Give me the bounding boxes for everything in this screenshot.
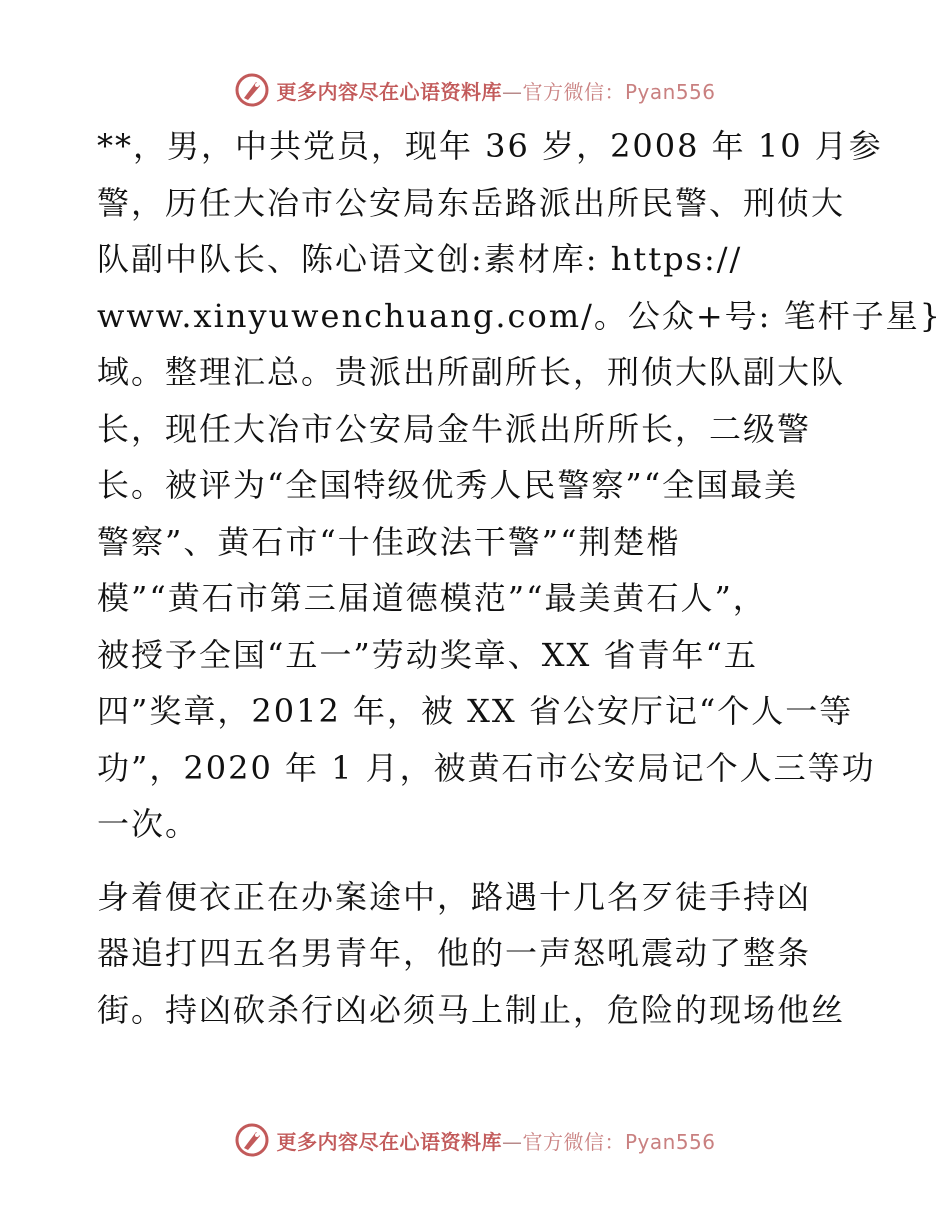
fountain-pen-seal-icon bbox=[234, 72, 270, 108]
paragraph-line: 模”“黄石市第三届道德模范”“最美黄石人”， bbox=[97, 579, 767, 617]
paragraph-line: 器追打四五名男青年，他的一声怒吼震动了整条 bbox=[97, 934, 812, 972]
paragraph-line: 警察”、黄石市“十佳政法干警”“荆楚楷 bbox=[97, 522, 681, 561]
watermark-tail-label: 官方微信： bbox=[522, 79, 625, 104]
watermark-text bbox=[276, 1126, 715, 1155]
paragraph-line: 域。整理汇总。贵派出所副所长，刑侦大队副大队 bbox=[97, 353, 846, 391]
watermark-text bbox=[276, 76, 715, 105]
watermark-tail-id: Pyan556 bbox=[624, 1129, 716, 1154]
document-body bbox=[97, 118, 942, 1038]
watermark-separator: — bbox=[501, 1129, 523, 1154]
fountain-pen-seal-icon bbox=[234, 1122, 270, 1158]
paragraph-1 bbox=[97, 118, 942, 853]
paragraph-line: 长，现任大冶市公安局金牛派出所所长，二级警 bbox=[97, 409, 812, 448]
paragraph-line: 一次。 bbox=[97, 805, 200, 843]
paragraph-line: 队副中队长、陈心语文创:素材库: https:// bbox=[97, 240, 743, 278]
watermark-separator: — bbox=[501, 79, 523, 104]
watermark-highlight: 更多内容尽在心语资料库 bbox=[276, 79, 502, 104]
paragraph-line: 警，历任大冶市公安局东岳路派出所民警、刑侦大 bbox=[97, 183, 846, 222]
paragraph-2 bbox=[97, 869, 857, 1039]
header-watermark bbox=[0, 70, 950, 110]
paragraph-line: **，男，中共党员，现年 36 岁，2008 年 10 月参 bbox=[97, 127, 883, 165]
paragraph-line: 长。被评为“全国特级优秀人民警察”“全国最美 bbox=[97, 466, 799, 504]
footer-watermark bbox=[0, 1120, 950, 1160]
watermark-highlight: 更多内容尽在心语资料库 bbox=[276, 1129, 502, 1154]
paragraph-line: 被授予全国“五一”劳动奖章、XX 省青年“五 bbox=[97, 635, 758, 674]
paragraph-line: 功”，2020 年 1 月，被黄石市公安局记个人三等功 bbox=[97, 748, 876, 787]
paragraph-line: 街。持凶砍杀行凶必须马上制止，危险的现场他丝 bbox=[97, 990, 846, 1029]
paragraph-line: www.xinyuwenchuang.com/。公众+号: 笔杆子星} bbox=[97, 296, 942, 335]
paragraph-line: 四”奖章，2012 年，被 XX 省公安厅记“个人一等 bbox=[97, 692, 854, 730]
watermark-tail-id: Pyan556 bbox=[624, 79, 716, 104]
paragraph-line: 身着便衣正在办案途中，路遇十几名歹徒手持凶 bbox=[97, 877, 812, 916]
watermark-tail-label: 官方微信： bbox=[522, 1129, 625, 1154]
